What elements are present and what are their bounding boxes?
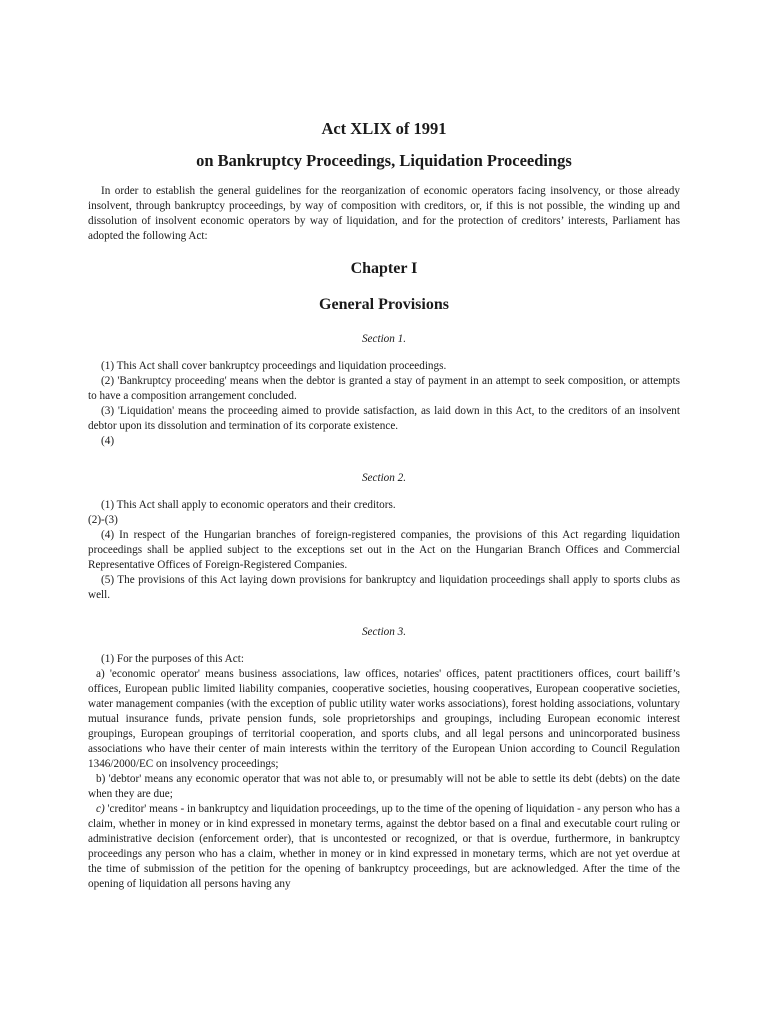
section-2 <box>88 471 680 603</box>
section-heading: Section 1. <box>361 333 407 345</box>
section-paragraph: (4) In respect of the Hungarian branches of foreign-registered companies, the provisions of this Act regarding liquidation proceedings shall be applied subject to the exceptions set out in the Act on the Hungarian Branch Offices and Commercial Representative Offices of Foreign-Registered Companies. <box>88 529 680 571</box>
section-paragraph: (5) The provisions of this Act laying down provisions for bankruptcy and liquidation proceedings shall apply to sports clubs as well. <box>88 574 680 601</box>
intro-paragraph: In order to establish the general guidelines for the reorganization of economic operators facing insolvency, or those already insolvent, through bankruptcy proceedings, by way of composition with creditors, or, if this is not possible, the winding up and dissolution of insolvent economic operators by way of liquidation, and for the protection of creditors’ interests, Parliament has adopted the following Act: <box>88 185 680 242</box>
section-paragraph: (2) 'Bankruptcy proceeding' means when the debtor is granted a stay of payment in an attempt to seek composition, or attempts to have a composition arrangement concluded. <box>88 375 680 402</box>
section-paragraph: (1) For the purposes of this Act: <box>101 653 244 665</box>
document-title: Act XLIX of 1991 <box>321 119 447 138</box>
section-heading: Section 2. <box>361 472 407 484</box>
section-paragraph: (1) This Act shall apply to economic operators and their creditors. <box>101 499 396 511</box>
definition-c-letter: c) <box>96 803 105 815</box>
section-1 <box>88 332 680 449</box>
definition-c <box>88 802 680 892</box>
section-paragraph: (4) <box>101 435 115 447</box>
section-heading: Section 3. <box>361 626 407 638</box>
document-subtitle: on Bankruptcy Proceedings, Liquidation Proceedings <box>196 151 572 170</box>
definition-a: a) 'economic operator' means business associations, law offices, notaries' offices, patent practitioners offices, court bailiff’s offices, European public limited liability companies, cooperative societies, housing cooperatives, European cooperative societies, water management companies (with the exception of public utility water works associations), forest holding associations, voluntary mutual insurance funds, private pension funds, sole proprietorships and groupings, including European economic interest groupings, European groupings of territorial cooperation, and sports clubs, and all legal persons and unincorporated business associations who have their center of main interests within the territory of the European Union according to Council Regulation 1346/2000/EC on insolvency proceedings; <box>88 668 680 770</box>
section-3 <box>88 625 680 892</box>
chapter-name: General Provisions <box>319 296 449 313</box>
chapter-heading: Chapter I <box>350 260 418 277</box>
section-paragraph: (1) This Act shall cover bankruptcy proceedings and liquidation proceedings. <box>101 360 447 372</box>
definition-b: b) 'debtor' means any economic operator that was not able to, or presumably will not be able to settle its debt (debts) on the date when they are due; <box>88 773 680 800</box>
section-paragraph: (2)-(3) <box>88 514 118 526</box>
definition-c-text: 'creditor' means - in bankruptcy and liquidation proceedings, up to the time of the opening of liquidation - any person who has a claim, whether in money or in kind expressed in monetary terms, against the debtor based on a final and executable court ruling or administrative decision (enforcement order), that is uncontested or recognized, or that is overdue, furthermore, in bankruptcy proceedings any person who has a claim, whether in money or in kind expressed in monetary terms, which are not yet overdue at the time of submission of the petition for the opening of bankruptcy proceedings, but are acknowledged. After the time of the opening of liquidation all persons having any <box>88 803 680 890</box>
section-paragraph: (3) 'Liquidation' means the proceeding aimed to provide satisfaction, as laid down in this Act, to the creditors of an insolvent debtor upon its dissolution and termination of its corporate existence. <box>88 405 680 432</box>
